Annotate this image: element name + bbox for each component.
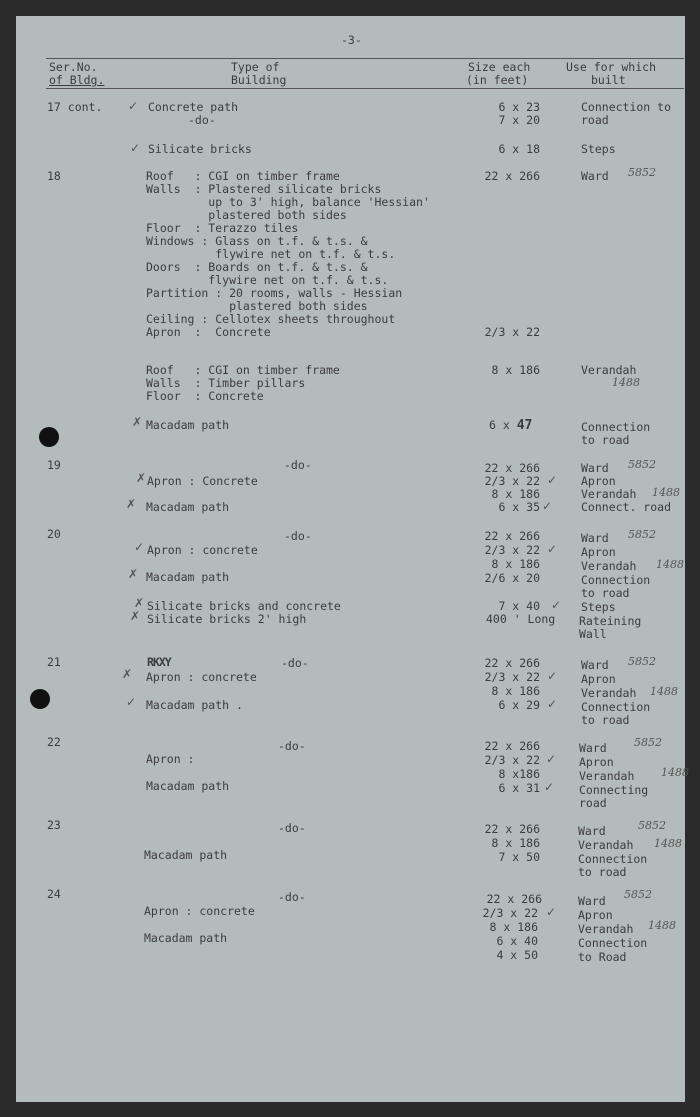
tick-mark-icon: ✓ — [547, 697, 558, 711]
type-text: Macadam path — [146, 418, 230, 432]
use-text: Connecting — [579, 783, 649, 797]
type-text: Apron : concrete — [147, 543, 258, 557]
tick-mark-icon: ✓ — [547, 473, 558, 487]
use-text: Connection — [581, 700, 651, 714]
use-text: Connection — [578, 936, 648, 950]
use-text: Verandah — [581, 559, 637, 573]
handwritten-note: 1488 — [612, 376, 640, 389]
use-text: Apron — [581, 474, 616, 488]
spec-line: Walls : Plastered silicate bricks — [146, 182, 382, 196]
spec-line: Roof : CGI on timber frame — [146, 363, 340, 377]
size-text: 22 x 266 — [484, 656, 540, 670]
ditto-text: -do- — [278, 890, 306, 904]
spec-line: Walls : Timber pillars — [146, 376, 306, 390]
ser-no-20: 20 — [47, 527, 61, 541]
use-text: Connection — [581, 420, 651, 434]
use-text: to road — [581, 586, 630, 600]
handwritten-note: 1488 — [654, 837, 682, 850]
size-text: 8 x 186 — [491, 684, 540, 698]
use-text: Ward — [581, 169, 609, 183]
size-text: 22 x 266 — [484, 529, 540, 543]
cross-mark-icon: ✗ — [134, 596, 145, 610]
cross-mark-icon: ✗ — [136, 471, 147, 485]
use-text: Connect. road — [581, 500, 672, 514]
struck-out-text: RKXY — [147, 655, 171, 669]
use-text: Ward — [578, 824, 606, 838]
tick-mark-icon: ✓ — [542, 499, 553, 513]
size-text: 6 x 18 — [498, 142, 540, 156]
use-text: Verandah — [581, 686, 637, 700]
spec-line: Apron : Concrete — [146, 325, 271, 339]
size-text: 2/6 x 20 — [484, 571, 540, 585]
ditto-text: -do- — [284, 529, 312, 543]
handwritten-note: 5852 — [634, 736, 662, 749]
ditto-text: -do- — [284, 458, 312, 472]
type-text: Macadam path — [144, 931, 228, 945]
type-text: Silicate bricks 2' high — [147, 612, 307, 626]
use-text: Steps — [581, 142, 616, 156]
ser-no-23: 23 — [47, 818, 61, 832]
spec-line: Floor : Terazzo tiles — [146, 221, 299, 235]
handwritten-note: 1488 — [648, 919, 676, 932]
ditto-text: -do- — [278, 739, 306, 753]
size-text: 8 x 186 — [491, 836, 540, 850]
ditto-text: -do- — [281, 656, 309, 670]
type-text: Apron : concrete — [144, 904, 255, 918]
size-text: 8 x 186 — [491, 557, 540, 571]
use-text: road — [581, 113, 609, 127]
cross-mark-icon: ✗ — [130, 609, 141, 623]
size-text: 8 x186 — [498, 767, 540, 781]
size-text: 22 x 266 — [484, 822, 540, 836]
use-text: Verandah — [581, 363, 637, 377]
cross-mark-icon: ✗ — [126, 497, 137, 511]
type-text: -do- — [188, 113, 216, 127]
document-page — [16, 16, 689, 1102]
spec-line: flywire net on t.f. & t.s. — [146, 247, 396, 261]
use-text: Ward — [581, 658, 609, 672]
use-text: Verandah — [578, 922, 634, 936]
handwritten-note: 5852 — [638, 819, 666, 832]
size-text: 400 ' Long — [486, 612, 556, 626]
size-text: 22 x 266 — [486, 892, 542, 906]
type-text: Macadam path — [146, 500, 230, 514]
ser-no-22: 22 — [47, 735, 61, 749]
handwritten-note: 1488 — [650, 685, 678, 698]
use-text: Connection — [578, 852, 648, 866]
type-text: Silicate bricks and concrete — [147, 599, 341, 613]
col-in-feet: (in feet) — [466, 73, 529, 87]
size-text: 7 x 20 — [498, 113, 540, 127]
size-text: 7 x 40 — [498, 599, 540, 613]
size-text: 7 x 50 — [498, 850, 540, 864]
size-text: 6 x 40 — [496, 934, 538, 948]
punch-hole — [39, 427, 59, 447]
spec-line: Windows : Glass on t.f. & t.s. & — [146, 234, 368, 248]
type-text: Macadam path . — [146, 698, 243, 712]
header-rule-bottom — [46, 88, 684, 89]
use-text: Apron — [581, 672, 616, 686]
spec-line: Roof : CGI on timber frame — [146, 169, 340, 183]
cross-mark-icon: ✗ — [128, 567, 139, 581]
punch-hole — [30, 689, 50, 709]
col-built: built — [591, 73, 626, 87]
ser-no-19: 19 — [47, 458, 61, 472]
cross-mark-icon: ✗ — [122, 667, 133, 681]
tick-mark-icon: ✓ — [126, 695, 137, 709]
tick-mark-icon: ✓ — [134, 540, 145, 554]
handwritten-note: 5852 — [624, 888, 652, 901]
tick-mark-icon: ✓ — [551, 598, 562, 612]
handwritten-note: 5852 — [628, 528, 656, 541]
col-type-of: Type of — [231, 60, 280, 74]
use-text: road — [579, 796, 607, 810]
col-ser-no: Ser.No. — [49, 60, 98, 74]
size-text: 22 x 266 — [484, 461, 540, 475]
size-text: 2/3 x 22 — [484, 325, 540, 339]
use-text: to road — [581, 713, 630, 727]
use-text: Ward — [581, 461, 609, 475]
tick-mark-icon: ✓ — [547, 669, 558, 683]
size-text: 2/3 x 22 — [484, 474, 540, 488]
col-size-each: Size each — [468, 60, 531, 74]
ditto-text: -do- — [278, 821, 306, 835]
spec-line: Ceiling : Cellotex sheets throughout — [146, 312, 396, 326]
spec-line: Partition : 20 rooms, walls - Hessian — [146, 286, 403, 300]
size-text: 6 x 47 — [489, 418, 533, 433]
use-text: Apron — [579, 755, 614, 769]
handwritten-note: 5852 — [628, 458, 656, 471]
use-text: Apron — [578, 908, 613, 922]
type-text: Silicate bricks — [148, 142, 252, 156]
cross-mark-icon: ✗ — [132, 415, 143, 429]
col-building: Building — [231, 73, 287, 87]
tick-mark-icon: ✓ — [130, 141, 141, 155]
use-text: Rateining — [579, 614, 642, 628]
ser-no-17: 17 cont. — [47, 100, 103, 114]
tick-mark-icon: ✓ — [544, 780, 555, 794]
col-use-for-which: Use for which — [566, 60, 657, 74]
size-text: 6 x 23 — [498, 100, 540, 114]
tick-mark-icon: ✓ — [546, 752, 557, 766]
type-text: Apron : Concrete — [147, 474, 258, 488]
size-text: 2/3 x 22 — [484, 543, 540, 557]
use-text: to Road — [578, 950, 627, 964]
use-text: Apron — [581, 545, 616, 559]
use-text: Verandah — [581, 487, 637, 501]
spec-line: plastered both sides — [146, 299, 368, 313]
spec-line: flywire net on t.f. & t.s. — [146, 273, 389, 287]
spec-line: up to 3' high, balance 'Hessian' — [146, 195, 430, 209]
use-text: Steps — [581, 600, 616, 614]
spec-line: plastered both sides — [146, 208, 347, 222]
type-text: Macadam path — [146, 570, 230, 584]
size-text: 6 x 31 — [498, 781, 540, 795]
handwritten-note: 5852 — [628, 166, 656, 179]
ser-no-21: 21 — [47, 655, 61, 669]
handwritten-note: 1488 — [661, 766, 689, 779]
use-text: Ward — [581, 531, 609, 545]
handwritten-note: 5852 — [628, 655, 656, 668]
use-text: to road — [581, 433, 630, 447]
size-text: 8 x 186 — [491, 363, 540, 377]
spec-line: Floor : Concrete — [146, 389, 264, 403]
header-rule-top — [46, 58, 684, 59]
size-text: 2/3 x 22 — [482, 906, 538, 920]
size-text: 22 x 266 — [484, 739, 540, 753]
tick-mark-icon: ✓ — [128, 99, 139, 113]
tick-mark-icon: ✓ — [547, 542, 558, 556]
tick-mark-icon: ✓ — [546, 905, 557, 919]
size-text: 8 x 186 — [491, 487, 540, 501]
handwritten-note: 1488 — [652, 486, 680, 499]
use-text: Wall — [579, 627, 607, 641]
handwritten-note: 1488 — [656, 558, 684, 571]
use-text: Ward — [578, 894, 606, 908]
spec-line: Doors : Boards on t.f. & t.s. & — [146, 260, 368, 274]
ser-no-24: 24 — [47, 887, 61, 901]
ser-no-18: 18 — [47, 169, 61, 183]
size-text: 2/3 x 22 — [484, 753, 540, 767]
size-text: 22 x 266 — [484, 169, 540, 183]
use-text: to road — [578, 865, 627, 879]
type-text: Macadam path — [146, 779, 230, 793]
type-text: Apron : concrete — [146, 670, 257, 684]
size-text: 6 x 29 — [498, 698, 540, 712]
type-text: Apron : — [146, 752, 195, 766]
use-text: Verandah — [578, 838, 634, 852]
type-text: Macadam path — [144, 848, 228, 862]
size-text: 8 x 186 — [489, 920, 538, 934]
use-text: Connection to — [581, 100, 672, 114]
page-number: -3- — [341, 33, 362, 47]
use-text: Verandah — [579, 769, 635, 783]
type-text: Concrete path — [148, 100, 239, 114]
size-text: 2/3 x 22 — [484, 670, 540, 684]
size-text: 4 x 50 — [496, 948, 538, 962]
col-of-bldg: of Bldg. — [49, 73, 105, 87]
use-text: Connection — [581, 573, 651, 587]
size-text: 6 x 35 — [498, 500, 540, 514]
use-text: Ward — [579, 741, 607, 755]
